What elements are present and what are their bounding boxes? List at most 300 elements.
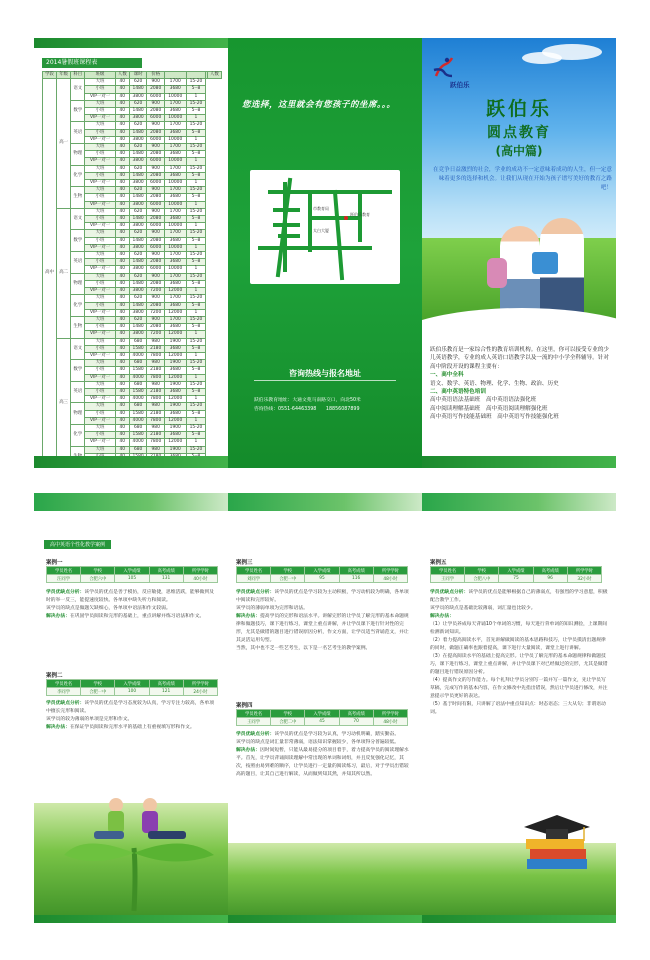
text: 该学员的薄弱单项为完形和语法。 bbox=[236, 606, 308, 611]
schedule-cell: 40 bbox=[115, 446, 129, 453]
text: 当然，其中也不乏一些艺考生，以下是一名艺考生的教学案例。 bbox=[236, 646, 371, 651]
schedule-cell: 大班 bbox=[85, 381, 115, 388]
schedule-cell: 40 bbox=[115, 381, 129, 388]
case5-table bbox=[430, 566, 602, 583]
schedule-cell: 40 bbox=[115, 237, 129, 244]
schedule-cell: 40 bbox=[115, 396, 129, 403]
case4-table bbox=[236, 709, 408, 726]
schedule-cell: 大班 bbox=[85, 165, 115, 172]
schedule-cell: VIP一对一 bbox=[85, 352, 115, 359]
schedule-cell: 小班 bbox=[85, 302, 115, 309]
schedule-cell: 40 bbox=[115, 388, 129, 395]
books-with-cap-icon bbox=[522, 813, 592, 873]
schedule-cell: 40 bbox=[115, 273, 129, 280]
schedule-header-cell: 班级 bbox=[85, 72, 115, 79]
text: 因时间短暂，只能从最易提分的项目着手，着力提高学员的阅读理解水平。首先，让学员背诵阅读理解中常出现的单词和词组，并且反复强化记忆，其次，按照由易到难的顺序，让学员进行一定量的阅读练习，最后，对于学员出错较高的题目，让其自己进行解读，从而做到知其然，并知其所以然。 bbox=[236, 748, 409, 777]
td: 45 bbox=[305, 718, 339, 726]
schedule-cell: 40 bbox=[115, 432, 129, 439]
schedule-cell: 10000 bbox=[164, 180, 186, 187]
schedule-cell: 小班 bbox=[85, 151, 115, 158]
schedule-cell: 980 bbox=[147, 424, 165, 431]
schedule-row bbox=[43, 79, 222, 86]
schedule-cell: 小班 bbox=[85, 345, 115, 352]
schedule-cell: 40 bbox=[115, 122, 129, 129]
schedule-cell: 1900 bbox=[164, 446, 186, 453]
location-map bbox=[250, 170, 400, 284]
schedule-cell: 620 bbox=[129, 208, 147, 215]
grade-cell: 高二 bbox=[57, 208, 71, 338]
section1-title: 一、高中全科 bbox=[430, 372, 464, 379]
th: 高考成绩 bbox=[339, 710, 373, 718]
text: 该学员的优点是能够根据自己的薄弱点，有强烈的学习意愿，积极配合教学工作。 bbox=[430, 590, 608, 603]
schedule-cell: 40 bbox=[115, 93, 129, 100]
th: 入学成绩 bbox=[499, 567, 533, 575]
schedule-cell: 680 bbox=[129, 446, 147, 453]
schedule-cell: 大班 bbox=[85, 252, 115, 259]
cover-panel bbox=[422, 38, 616, 468]
students-on-leaf-illustration bbox=[64, 793, 214, 913]
subject-cell: 语文 bbox=[71, 79, 85, 101]
th: 学校 bbox=[81, 567, 115, 575]
schedule-cell: 40 bbox=[115, 100, 129, 107]
schedule-cell: 3800 bbox=[129, 244, 147, 251]
cases-section-title: 高中英语个性化教学案例 bbox=[44, 540, 111, 549]
cover-bottom-band bbox=[422, 456, 616, 468]
schedule-cell: 620 bbox=[129, 165, 147, 172]
schedule-cell: 680 bbox=[129, 360, 147, 367]
schedule-cell: 3800 bbox=[129, 93, 147, 100]
schedule-cell: 1580 bbox=[129, 432, 147, 439]
schedule-header-cell: 人数 bbox=[207, 72, 221, 79]
schedule-cell: 4000 bbox=[129, 439, 147, 446]
subject-cell: 化学 bbox=[71, 295, 85, 317]
schedule-cell: 1 bbox=[186, 244, 206, 251]
schedule-cell: 3800 bbox=[129, 266, 147, 273]
schedule-cell: 12000 bbox=[164, 417, 186, 424]
th: 学员姓名 bbox=[47, 567, 81, 575]
hotline-divider bbox=[254, 380, 396, 381]
schedule-cell: 15-20 bbox=[186, 144, 206, 151]
schedule-cell: 900 bbox=[147, 316, 165, 323]
schedule-row bbox=[43, 208, 222, 215]
td: 汪同学 bbox=[47, 575, 81, 583]
schedule-cell: 6000 bbox=[147, 115, 165, 122]
schedule-cell: 40 bbox=[115, 230, 129, 237]
schedule-cell: 40 bbox=[115, 86, 129, 93]
schedule-cell: 1 bbox=[186, 439, 206, 446]
schedule-cell: 1 bbox=[186, 396, 206, 403]
schedule-cell: 2080 bbox=[147, 172, 165, 179]
schedule-cell: VIP一对一 bbox=[85, 266, 115, 273]
schedule-cell: 大班 bbox=[85, 273, 115, 280]
schedule-cell: 6000 bbox=[147, 180, 165, 187]
schedule-cell: 3800 bbox=[129, 201, 147, 208]
bottom-green-band bbox=[422, 915, 616, 923]
subject-cell: 英语 bbox=[71, 252, 85, 274]
slogan: 您选择，这里就会有您孩子的坐席。。。 bbox=[242, 100, 396, 110]
schedule-cell: 15-20 bbox=[186, 122, 206, 129]
schedule-cell: 15-20 bbox=[186, 316, 206, 323]
subject-cell: 数学 bbox=[71, 360, 85, 382]
schedule-cell: 1 bbox=[186, 288, 206, 295]
schedule-cell: 小班 bbox=[85, 280, 115, 287]
schedule-cell: 980 bbox=[147, 360, 165, 367]
schedule-cell: 40 bbox=[115, 266, 129, 273]
schedule-cell: 6000 bbox=[147, 136, 165, 143]
td: 75 bbox=[499, 575, 533, 583]
subject-cell: 物理 bbox=[71, 403, 85, 425]
schedule-cell: 3680 bbox=[164, 345, 186, 352]
schedule-cell: 1900 bbox=[164, 360, 186, 367]
schedule-cell: 12000 bbox=[164, 439, 186, 446]
subject-cell: 生物 bbox=[71, 187, 85, 209]
schedule-cell: 5--8 bbox=[186, 280, 206, 287]
grass-field bbox=[228, 843, 422, 923]
schedule-cell: 620 bbox=[129, 144, 147, 151]
schedule-cell: 1900 bbox=[164, 403, 186, 410]
schedule-cell: 40 bbox=[115, 280, 129, 287]
th: 学员姓名 bbox=[237, 567, 271, 575]
subject-cell: 化学 bbox=[71, 165, 85, 187]
schedule-cell: 620 bbox=[129, 187, 147, 194]
step: （4）提高作文的写作能力。每个礼拜让学员分别写一篇并写一篇作文，先让学员写草稿，完成写作的基本内容，在作文修改中先指出错误，然后让学员进行修改，并注意提示学员更好的表达。 bbox=[430, 678, 608, 699]
schedule-cell: 2080 bbox=[147, 259, 165, 266]
schedule-cell: 900 bbox=[147, 79, 165, 86]
schedule-cell: VIP一对一 bbox=[85, 180, 115, 187]
schedule-cell: 5--8 bbox=[186, 216, 206, 223]
schedule-cell: 900 bbox=[147, 295, 165, 302]
schedule-cell: 1 bbox=[186, 115, 206, 122]
schedule-cell: 小班 bbox=[85, 172, 115, 179]
td: 100 bbox=[115, 688, 149, 696]
td: 合肥二中 bbox=[271, 718, 305, 726]
section2-item: 高中阅读理解基础班 高中英语阅读理解强化班 bbox=[430, 405, 548, 412]
address-text: 跃伯乐教育地址：大通文苑马南路交口，向北50米 bbox=[254, 398, 361, 403]
schedule-cell: 10000 bbox=[164, 201, 186, 208]
schedule-cell: 7800 bbox=[147, 352, 165, 359]
th: 入学成绩 bbox=[305, 710, 339, 718]
schedule-cell: 2080 bbox=[147, 108, 165, 115]
schedule-row bbox=[43, 338, 222, 345]
schedule-cell: 5--8 bbox=[186, 302, 206, 309]
text: 该学员的优点是学习较为主动积极，学习动机较为明确，各单项中阅读和完形较好。 bbox=[236, 590, 409, 603]
case1-table bbox=[46, 566, 218, 583]
schedule-cell: 5--8 bbox=[186, 86, 206, 93]
th: 学员姓名 bbox=[237, 710, 271, 718]
schedule-cell: 3680 bbox=[164, 86, 186, 93]
td: 王同学 bbox=[431, 575, 465, 583]
label: 解决办法： bbox=[236, 614, 260, 619]
schedule-cell: 40 bbox=[115, 187, 129, 194]
schedule-cell: 40 bbox=[115, 288, 129, 295]
schedule-cell: 2080 bbox=[147, 324, 165, 331]
schedule-cell: 900 bbox=[147, 230, 165, 237]
schedule-cell: 980 bbox=[147, 403, 165, 410]
schedule-cell: 40 bbox=[115, 144, 129, 151]
schedule-cell: 3680 bbox=[164, 216, 186, 223]
th: 学校 bbox=[81, 680, 115, 688]
td: 王同学 bbox=[237, 718, 271, 726]
section2-item: 高中英语写作技能基础班 高中英语写作技能强化班 bbox=[430, 414, 559, 421]
schedule-cell: 6000 bbox=[147, 93, 165, 100]
schedule-cell: 大班 bbox=[85, 316, 115, 323]
schedule-cell: 2080 bbox=[147, 237, 165, 244]
step: （1）让学员养成每天背诵10个单词的习惯，每天进行背单词的知识测验，上课期间检测新词知识。 bbox=[430, 622, 608, 635]
schedule-cell: 680 bbox=[129, 381, 147, 388]
subject-cell: 数学 bbox=[71, 230, 85, 252]
schedule-cell: 620 bbox=[129, 295, 147, 302]
schedule-header-cell: 价格 bbox=[147, 72, 165, 79]
schedule-cell: 980 bbox=[147, 338, 165, 345]
schedule-cell: 2080 bbox=[147, 302, 165, 309]
schedule-cell: 小班 bbox=[85, 367, 115, 374]
schedule-cell: 15-20 bbox=[186, 208, 206, 215]
schedule-cell: 2180 bbox=[147, 345, 165, 352]
schedule-cell: 1480 bbox=[129, 151, 147, 158]
schedule-cell: 小班 bbox=[85, 410, 115, 417]
schedule-cell: 1 bbox=[186, 158, 206, 165]
schedule-cell: 680 bbox=[129, 424, 147, 431]
schedule-cell: 15-20 bbox=[186, 338, 206, 345]
schedule-header-cell: 课时 bbox=[129, 72, 147, 79]
schedule-cell: 3680 bbox=[164, 172, 186, 179]
schedule-cell: 40 bbox=[115, 244, 129, 251]
schedule-cell: 1900 bbox=[164, 381, 186, 388]
schedule-cell: 40 bbox=[115, 79, 129, 86]
schedule-cell: 7200 bbox=[147, 309, 165, 316]
schedule-cell: 10000 bbox=[164, 115, 186, 122]
schedule-cell: 3680 bbox=[164, 367, 186, 374]
schedule-cell: 40 bbox=[115, 324, 129, 331]
schedule-cell: 1700 bbox=[164, 273, 186, 280]
text: 该学员的缺点是做题欠缺细心，各单项中语法和作文较弱。 bbox=[46, 606, 171, 611]
schedule-cell: 40 bbox=[115, 180, 129, 187]
schedule-cell: 1900 bbox=[164, 424, 186, 431]
schedule-panel bbox=[34, 38, 228, 468]
schedule-cell: 680 bbox=[129, 338, 147, 345]
schedule-header-cell: 科目 bbox=[71, 72, 85, 79]
schedule-cell: 40 bbox=[115, 352, 129, 359]
schedule-cell: 680 bbox=[129, 403, 147, 410]
case3-body bbox=[236, 589, 412, 653]
subject-cell: 英语 bbox=[71, 381, 85, 403]
cloud bbox=[522, 52, 562, 64]
schedule-cell: 40 bbox=[115, 331, 129, 338]
schedule-cell: VIP一对一 bbox=[85, 93, 115, 100]
schedule-cell: 40 bbox=[115, 360, 129, 367]
section1-text: 语文、数学、英语、物理、化学、生物、政治、历史 bbox=[430, 380, 559, 387]
td: 131 bbox=[149, 575, 183, 583]
schedule-cell: 3680 bbox=[164, 237, 186, 244]
td: 116 bbox=[339, 575, 373, 583]
schedule-cell: 620 bbox=[129, 79, 147, 86]
case4-title: 案例四 bbox=[236, 703, 253, 709]
td: 合肥八中 bbox=[465, 575, 499, 583]
schedule-cell: 1700 bbox=[164, 208, 186, 215]
subject-cell: 英语 bbox=[71, 122, 85, 144]
subject-cell: 语文 bbox=[71, 208, 85, 230]
case2-table bbox=[46, 679, 218, 696]
schedule-cell: 1580 bbox=[129, 345, 147, 352]
schedule-cell: 7800 bbox=[147, 439, 165, 446]
schedule-cell: 15-20 bbox=[186, 165, 206, 172]
label: 学员优缺点分析： bbox=[430, 590, 469, 595]
schedule-cell: 小班 bbox=[85, 324, 115, 331]
schedule-cell: 大班 bbox=[85, 446, 115, 453]
schedule-cell: 5--8 bbox=[186, 259, 206, 266]
schedule-cell: 2080 bbox=[147, 216, 165, 223]
schedule-cell: 15-20 bbox=[186, 295, 206, 302]
schedule-cell: 3680 bbox=[164, 302, 186, 309]
text: 在巩固学员阅读和完形的基础上，重点讲解并练习语法和作文。 bbox=[70, 614, 205, 619]
schedule-cell: 大班 bbox=[85, 230, 115, 237]
schedule-cell: 1 bbox=[186, 309, 206, 316]
schedule-cell: 4000 bbox=[129, 396, 147, 403]
schedule-cell: 大班 bbox=[85, 295, 115, 302]
schedule-cell: 1 bbox=[186, 266, 206, 273]
schedule-cell: 1 bbox=[186, 201, 206, 208]
step: （2）着力提高阅读水平，首先讲解做阅读的基本思路和技巧，让学员摸清出题规律的同时，做题正确率也跟着提高，课下进行大量阅读，课堂上进行讲解。 bbox=[430, 638, 606, 651]
schedule-cell: 5--8 bbox=[186, 194, 206, 201]
schedule-cell: 980 bbox=[147, 381, 165, 388]
schedule-cell: 1700 bbox=[164, 79, 186, 86]
schedule-cell: 3680 bbox=[164, 388, 186, 395]
schedule-cell: 620 bbox=[129, 230, 147, 237]
schedule-cell: 620 bbox=[129, 252, 147, 259]
schedule-cell: 2080 bbox=[147, 151, 165, 158]
schedule-cell: 40 bbox=[115, 216, 129, 223]
case5-title: 案例五 bbox=[430, 560, 447, 566]
schedule-cell: 40 bbox=[115, 424, 129, 431]
program-title: 圆点教育 bbox=[487, 125, 551, 141]
th: 学校 bbox=[465, 567, 499, 575]
schedule-cell: 5--8 bbox=[186, 345, 206, 352]
grade-cell: 高一 bbox=[57, 79, 71, 209]
schedule-cell: 6000 bbox=[147, 158, 165, 165]
schedule-cell: 2080 bbox=[147, 129, 165, 136]
schedule-cell: 1480 bbox=[129, 280, 147, 287]
schedule-cell: 7800 bbox=[147, 417, 165, 424]
schedule-cell: 3800 bbox=[129, 115, 147, 122]
schedule-cell: 2080 bbox=[147, 280, 165, 287]
schedule-cell: 40 bbox=[115, 439, 129, 446]
schedule-cell: 900 bbox=[147, 122, 165, 129]
schedule-cell: 1700 bbox=[164, 295, 186, 302]
td: 95 bbox=[305, 575, 339, 583]
case5-body bbox=[430, 589, 608, 717]
schedule-cell: 12000 bbox=[164, 331, 186, 338]
subject-cell: 语文 bbox=[71, 338, 85, 360]
schedule-cell: 15-20 bbox=[186, 230, 206, 237]
schedule-cell: 10000 bbox=[164, 93, 186, 100]
schedule-header-cell bbox=[186, 72, 206, 79]
brand-title: 跃伯乐 bbox=[485, 98, 552, 120]
brochure-front-sheet bbox=[34, 38, 616, 468]
label: 学员优缺点分析： bbox=[46, 701, 85, 706]
schedule-cell: 1580 bbox=[129, 410, 147, 417]
schedule-cell: 小班 bbox=[85, 108, 115, 115]
schedule-cell: 15-20 bbox=[186, 273, 206, 280]
schedule-cell: 1900 bbox=[164, 338, 186, 345]
schedule-cell: 小班 bbox=[85, 432, 115, 439]
schedule-cell: 10000 bbox=[164, 158, 186, 165]
schedule-cell: 40 bbox=[115, 223, 129, 230]
schedule-cell: 4000 bbox=[129, 352, 147, 359]
bottom-green-band bbox=[228, 915, 422, 923]
schedule-cell: 12000 bbox=[164, 309, 186, 316]
schedule-cell: 40 bbox=[115, 309, 129, 316]
th: 学员姓名 bbox=[431, 567, 465, 575]
schedule-cell: 1700 bbox=[164, 100, 186, 107]
schedule-cell: 1700 bbox=[164, 316, 186, 323]
schedule-cell: 大班 bbox=[85, 424, 115, 431]
schedule-cell: 40 bbox=[115, 338, 129, 345]
text: 该学员的优点是学习态度较为认真，学习专注力较高，各单项中擅长完形和阅读。 bbox=[46, 701, 214, 714]
label: 解决办法： bbox=[46, 614, 70, 619]
schedule-cell: 3800 bbox=[129, 288, 147, 295]
schedule-cell: 大班 bbox=[85, 208, 115, 215]
schedule-cell: 40 bbox=[115, 165, 129, 172]
schedule-cell: 1 bbox=[186, 417, 206, 424]
schedule-cell: 40 bbox=[115, 172, 129, 179]
cases-column-1 bbox=[34, 493, 228, 923]
schedule-cell: 40 bbox=[115, 136, 129, 143]
schedule-cell: 15-20 bbox=[186, 100, 206, 107]
label: 解决办法： bbox=[46, 725, 70, 730]
td: 121 bbox=[149, 688, 183, 696]
text: 该学员的优点是学习较为认真，学习动机明确，踏实勤奋。 bbox=[274, 732, 400, 737]
case4-body bbox=[236, 731, 412, 779]
schedule-cell: 900 bbox=[147, 273, 165, 280]
schedule-cell: 3800 bbox=[129, 180, 147, 187]
column-header-band bbox=[34, 493, 228, 511]
subject-cell: 化学 bbox=[71, 424, 85, 446]
schedule-cell: 40 bbox=[115, 417, 129, 424]
schedule-cell: 3680 bbox=[164, 151, 186, 158]
schedule-cell: 5--8 bbox=[186, 172, 206, 179]
schedule-cell: 2180 bbox=[147, 367, 165, 374]
text: 该学员的较为薄弱的单项是完形和作文。 bbox=[46, 717, 133, 722]
schedule-cell: 620 bbox=[129, 100, 147, 107]
schedule-cell: VIP一对一 bbox=[85, 396, 115, 403]
description-text: 跃伯乐教育是一家综合性的教育培训机构。在这里，你可以接受专业的少儿英语教学，专业的成人英语口语教学以及一流的中小学全科辅导。针对高中阶段开设的课程主要有： bbox=[430, 347, 610, 370]
schedule-cell: 1700 bbox=[164, 165, 186, 172]
schedule-cell: 5--8 bbox=[186, 237, 206, 244]
td: 合肥一中 bbox=[81, 688, 115, 696]
books-icon bbox=[532, 252, 558, 274]
schedule-cell: 1480 bbox=[129, 172, 147, 179]
schedule-cell: 1 bbox=[186, 352, 206, 359]
case2-title: 案例二 bbox=[46, 673, 63, 679]
schedule-cell: 4000 bbox=[129, 417, 147, 424]
schedule-cell: 3680 bbox=[164, 129, 186, 136]
schedule-cell: 2180 bbox=[147, 410, 165, 417]
schedule-cell: 15-20 bbox=[186, 424, 206, 431]
schedule-cell: VIP一对一 bbox=[85, 115, 115, 122]
schedule-cell: 15-20 bbox=[186, 403, 206, 410]
td: 96 bbox=[533, 575, 567, 583]
brochure-inner-sheet bbox=[34, 493, 616, 923]
schedule-cell: 12000 bbox=[164, 288, 186, 295]
schedule-cell: 40 bbox=[115, 410, 129, 417]
schedule-cell: 3680 bbox=[164, 259, 186, 266]
td: 24小时 bbox=[183, 688, 217, 696]
subject-cell: 物理 bbox=[71, 144, 85, 166]
schedule-cell: 1480 bbox=[129, 324, 147, 331]
schedule-cell: 6000 bbox=[147, 244, 165, 251]
map-label-2: 太白大厦 bbox=[313, 228, 329, 233]
schedule-cell: 1 bbox=[186, 223, 206, 230]
